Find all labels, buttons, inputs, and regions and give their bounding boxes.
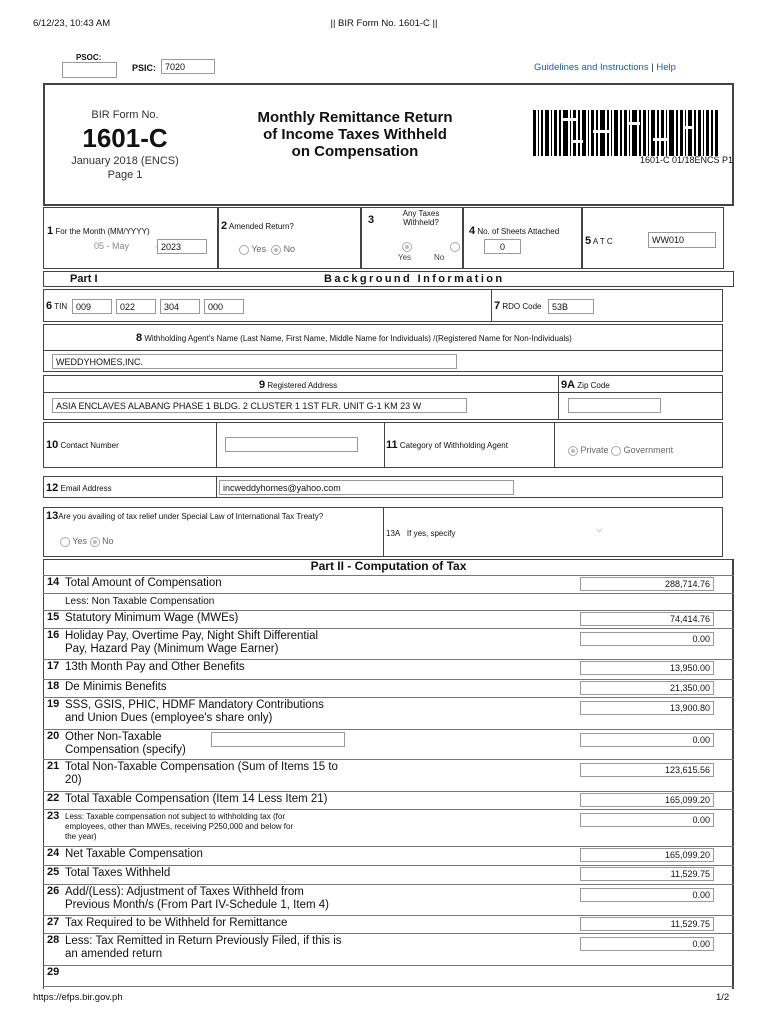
item10-number: 10 <box>46 439 59 451</box>
item-label-line: 13th Month Pay and Other Benefits <box>65 661 245 673</box>
item-label-line: Tax Required to be Withheld for Remittance <box>65 917 288 929</box>
item-number: 18 <box>47 680 60 692</box>
amended-no-radio[interactable] <box>271 245 281 255</box>
item-label <box>65 761 405 787</box>
form-title-line2: of Income Taxes Withheld <box>263 126 447 143</box>
form-page: Page 1 <box>107 169 143 181</box>
computation-row-27 <box>43 916 734 933</box>
help-link[interactable]: Help <box>656 62 676 73</box>
item2-label: Amended Return? <box>228 222 294 231</box>
item-label <box>65 886 405 912</box>
taxes-withheld-yes-radio[interactable] <box>402 242 412 252</box>
category-private-label: Private <box>580 445 609 455</box>
tax-relief-no-radio[interactable] <box>90 537 100 547</box>
tax-relief-yes-radio[interactable] <box>60 537 70 547</box>
agent-name-input[interactable]: WEDDYHOMES,INC. <box>52 354 457 369</box>
computation-row-17 <box>43 660 734 679</box>
item5-number: 5 <box>585 235 592 247</box>
item-number: 21 <box>47 760 60 772</box>
item-23-amount-input[interactable]: 0.00 <box>580 813 714 827</box>
item3-label: Any Taxes Withheld? <box>402 209 440 227</box>
item-label <box>65 917 405 930</box>
item-number: 17 <box>47 660 60 672</box>
item-label <box>65 867 405 880</box>
row-divider <box>43 986 734 987</box>
amended-no-label: No <box>283 244 296 254</box>
taxes-withheld-no-radio[interactable] <box>450 242 460 252</box>
item-number: 19 <box>47 698 60 710</box>
month-select[interactable] <box>94 241 162 252</box>
item6-number: 6 <box>46 300 53 312</box>
item-number: 26 <box>47 885 60 897</box>
print-title: || BIR Form No. 1601-C || <box>330 18 438 29</box>
item-number: 22 <box>47 792 60 804</box>
item9-label: Registered Address <box>267 381 338 390</box>
part1-header <box>43 271 734 287</box>
print-datetime: 6/12/23, 10:43 AM <box>33 18 111 29</box>
amended-yes-radio[interactable] <box>239 245 249 255</box>
less-nontaxable-label: Less: Non Taxable Compensation <box>65 596 215 607</box>
computation-row-26 <box>43 885 734 915</box>
computation-row-16 <box>43 629 734 659</box>
item-number: 14 <box>47 576 60 588</box>
item-label <box>65 630 405 656</box>
item4-number: 4 <box>469 225 476 237</box>
form-edition: January 2018 (ENCS) <box>71 155 179 167</box>
item-26-amount-input[interactable]: 0.00 <box>580 888 714 902</box>
item-label-line: Less: Tax Remitted in Return Previously Filed, if this is <box>65 935 342 947</box>
taxes-withheld-no-label: No <box>434 253 445 262</box>
specify-select[interactable] <box>596 524 603 535</box>
year-input[interactable]: 2023 <box>157 239 207 254</box>
tax-relief-no-label: No <box>102 536 114 546</box>
item3-cell <box>361 207 463 269</box>
item-number: 27 <box>47 916 60 928</box>
amended-yes-label: Yes <box>251 244 267 254</box>
item-14-amount-input[interactable]: 288,714.76 <box>580 577 714 591</box>
item4-cell <box>463 207 582 269</box>
item13a-number: 13A <box>386 529 401 538</box>
form-number: 1601-C <box>82 123 168 153</box>
item-24-amount-input[interactable]: 165,099.20 <box>580 848 714 862</box>
item-label-line: Statutory Minimum Wage (MWEs) <box>65 612 239 624</box>
computation-row-25 <box>43 866 734 884</box>
item-label-line: Total Non-Taxable Compensation (Sum of Items 15 to <box>65 761 338 773</box>
item-17-amount-input[interactable]: 13,950.00 <box>580 661 714 675</box>
item-16-amount-input[interactable]: 0.00 <box>580 632 714 646</box>
item-label-line: 20) <box>65 774 82 786</box>
part2-title: Part II - Computation of Tax <box>310 559 467 573</box>
computation-row-29 <box>43 966 734 986</box>
item-label <box>65 681 405 694</box>
tin-row <box>43 289 723 322</box>
atc-input[interactable]: WW010 <box>648 232 716 248</box>
psic-input[interactable]: 7020 <box>161 59 215 74</box>
computation-row-20 <box>43 730 734 759</box>
part1-label: Part I <box>70 273 98 285</box>
item-label-line: the year) <box>65 832 97 841</box>
guidelines-link-text[interactable]: Guidelines and Instructions <box>534 62 649 73</box>
item7-label: RDO Code <box>502 302 542 311</box>
tin-part2-input[interactable]: 022 <box>116 299 156 314</box>
item2-cell <box>218 207 361 269</box>
item-label-line: Total Amount of Compensation <box>65 577 222 589</box>
taxes-withheld-yes-label: Yes <box>398 253 412 262</box>
item2-number: 2 <box>221 220 228 232</box>
form-title-line3: on Compensation <box>291 143 419 160</box>
contact-row <box>43 422 723 468</box>
item4-label: No. of Sheets Attached <box>477 227 560 236</box>
item-number: 25 <box>47 866 60 878</box>
computation-row-24 <box>43 847 734 865</box>
item9-number: 9 <box>259 379 266 391</box>
item-20-amount-input[interactable]: 0.00 <box>580 733 714 747</box>
item13-number: 13 <box>46 510 59 522</box>
form-title-line1: Monthly Remittance Return <box>257 109 453 126</box>
tin-part4-input[interactable]: 000 <box>204 299 244 314</box>
link-separator: | <box>651 62 654 73</box>
item-label-line: Compensation (specify) <box>65 744 186 756</box>
computation-row-22 <box>43 792 734 809</box>
item1-label: For the Month (MM/YYYY) <box>55 227 150 236</box>
other-nontaxable-specify-input[interactable] <box>211 732 345 747</box>
computation-row-14 <box>43 576 734 593</box>
address-row <box>43 375 723 420</box>
item-label-line: Add/(Less): Adjustment of Taxes Withheld from <box>65 886 304 898</box>
registered-address-input[interactable]: ASIA ENCLAVES ALABANG PHASE 1 BLDG. 2 CLUSTER 1 1ST FLR. UNIT G-1 KM 23 W <box>52 398 467 413</box>
item12-label: Email Address <box>60 484 112 493</box>
form-title <box>205 109 505 160</box>
item13-label: Are you availing of tax relief under Special Law of International Tax Treaty? <box>58 512 324 521</box>
item-label <box>65 612 405 625</box>
item10-label: Contact Number <box>60 441 119 450</box>
item-25-amount-input[interactable]: 11,529.75 <box>580 867 714 881</box>
computation-row-28 <box>43 934 734 965</box>
rdo-code-input[interactable]: 53B <box>548 299 594 314</box>
item-label <box>65 848 405 861</box>
category-private-radio[interactable] <box>568 446 578 456</box>
item-label <box>65 812 405 842</box>
contact-number-input[interactable] <box>225 437 358 452</box>
computation-row-19 <box>43 698 734 729</box>
item-label-line: Net Taxable Compensation <box>65 848 203 860</box>
zip-code-input[interactable] <box>568 398 661 413</box>
form-header <box>43 83 734 206</box>
item-label-line: Holiday Pay, Overtime Pay, Night Shift Differential <box>65 630 319 642</box>
item-number: 23 <box>47 810 60 822</box>
computation-row-18 <box>43 680 734 697</box>
psic-label: PSIC: <box>132 63 157 73</box>
tin-part1-input[interactable]: 009 <box>72 299 112 314</box>
item5-label: A T C <box>592 237 613 246</box>
psoc-input[interactable] <box>62 62 117 78</box>
item7-number: 7 <box>494 300 501 312</box>
item13a-label: If yes, specify <box>406 529 456 538</box>
guidelines-link[interactable] <box>534 62 676 73</box>
item-label-line: employees, other than MWEs, receiving P250,000 and below for <box>65 822 294 831</box>
item-label-line: De Minimis Benefits <box>65 681 167 693</box>
item5-cell <box>582 207 724 269</box>
item-label-line: Pay, Hazard Pay (Minimum Wage Earner) <box>65 643 279 655</box>
item-27-amount-input[interactable]: 11,529.75 <box>580 917 714 931</box>
item-22-amount-input[interactable]: 165,099.20 <box>580 793 714 807</box>
bir-form-no-label: BIR Form No. <box>91 109 159 121</box>
item-label-line: an amended return <box>65 948 163 960</box>
item-number: 24 <box>47 847 60 859</box>
item-label <box>65 793 405 806</box>
item-label-line: Total Taxable Compensation (Item 14 Less Item 21) <box>65 793 328 805</box>
item9a-number: 9A <box>561 379 576 391</box>
item-15-amount-input[interactable]: 74,414.76 <box>580 612 714 626</box>
item-label-line: Other Non-Taxable <box>65 731 162 743</box>
category-government-label: Government <box>623 445 674 455</box>
item-number: 20 <box>47 730 60 742</box>
item-18-amount-input[interactable]: 21,350.00 <box>580 681 714 695</box>
email-input[interactable]: incweddyhomes@yahoo.com <box>219 480 514 495</box>
psoc-label: PSOC: <box>76 53 102 62</box>
month-select-value: 05 - May <box>94 241 130 251</box>
sheets-attached-input[interactable]: 0 <box>484 239 521 254</box>
item-number: 29 <box>47 966 60 978</box>
part1-title: Background Information <box>324 273 505 285</box>
item-number: 15 <box>47 611 60 623</box>
item11-label: Category of Withholding Agent <box>399 441 508 450</box>
tin-part3-input[interactable]: 304 <box>160 299 200 314</box>
item-28-amount-input[interactable]: 0.00 <box>580 937 714 951</box>
footer-page: 1/2 <box>716 992 730 1003</box>
item1-cell <box>43 207 218 269</box>
item-number: 28 <box>47 934 60 946</box>
email-row <box>43 476 723 498</box>
item-label-line: Total Taxes Withheld <box>65 867 171 879</box>
footer-url: https://efps.bir.gov.ph <box>33 992 123 1003</box>
agent-name-row <box>43 324 723 372</box>
item-label-line: and Union Dues (employee's share only) <box>65 712 273 724</box>
item-label <box>65 935 405 961</box>
item3-number: 3 <box>368 214 375 226</box>
row-divider <box>43 593 734 594</box>
item-label-line: Previous Month/s (From Part IV-Schedule 1, Item 4) <box>65 899 329 911</box>
item-21-amount-input[interactable]: 123,615.56 <box>580 763 714 777</box>
barcode-caption: 1601-C 01/18ENCS P1 <box>639 155 733 165</box>
item8-number: 8 <box>136 332 143 344</box>
item8-label: Withholding Agent's Name (Last Name, First Name, Middle Name for Individuals) /(Registered Name for Non-Individuals) <box>144 334 572 343</box>
item-label <box>65 661 405 674</box>
computation-row-23 <box>43 810 734 846</box>
item-number: 16 <box>47 629 60 641</box>
chevron-down-icon: ⌵ <box>596 524 603 534</box>
item-label-line: SSS, GSIS, PHIC, HDMF Mandatory Contributions <box>65 699 324 711</box>
item-label-line: Less: Taxable compensation not subject to withholding tax (for <box>65 812 285 821</box>
tax-relief-row <box>43 507 723 557</box>
category-government-radio[interactable] <box>611 446 621 456</box>
tax-relief-yes-label: Yes <box>72 536 88 546</box>
item11-number: 11 <box>386 439 398 451</box>
item1-number: 1 <box>47 225 54 237</box>
item-label <box>65 699 405 725</box>
computation-row-15 <box>43 611 734 628</box>
item12-number: 12 <box>46 482 59 494</box>
item9a-label: Zip Code <box>577 381 610 390</box>
item6-label: TIN <box>54 302 68 311</box>
item-19-amount-input[interactable]: 13,900.80 <box>580 701 714 715</box>
item-label <box>65 577 405 590</box>
computation-row-21 <box>43 760 734 791</box>
